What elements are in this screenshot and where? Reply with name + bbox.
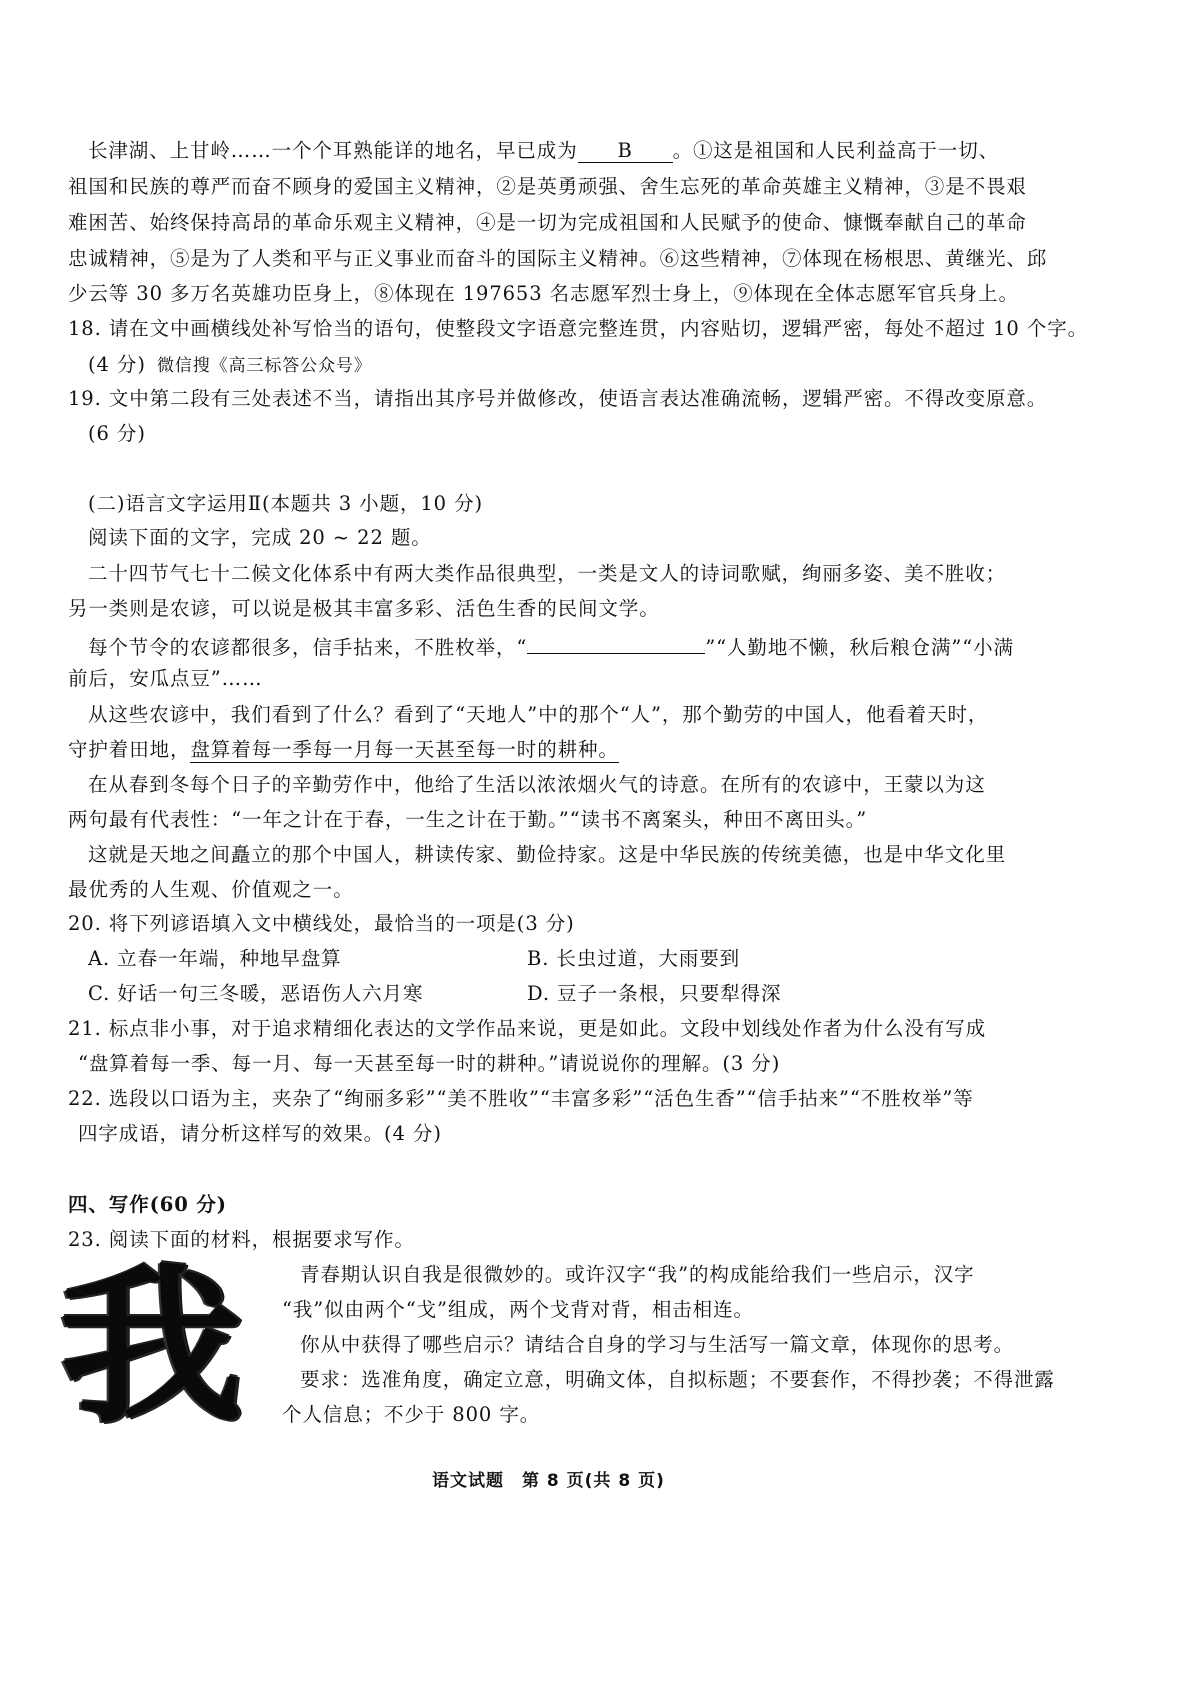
question-18-score-line [88, 350, 372, 381]
passage1-line-1 [88, 136, 999, 166]
material-line-5: 个人信息；不少于 800 字。 [282, 1403, 541, 1426]
underlined-sentence: 盘算着每一季每一月每一天甚至每一时的耕种。 [190, 738, 619, 761]
passage1-line-2: 祖国和民族的尊严而奋不顾身的爱国主义精神，②是英勇顽强、舍生忘死的革命英雄主义精神，③是不畏艰 [68, 175, 1027, 198]
passage2-line-1: 二十四节气七十二候文化体系中有两大类作品很典型，一类是文人的诗词歌赋，绚丽多姿、美不胜收； [88, 562, 1007, 585]
passage1-line-3: 难困苦、始终保持高昂的革命乐观主义精神，④是一切为完成祖国和人民赋予的使命、慷慨奉献自己的革命 [68, 211, 1027, 234]
option-b: B. 长虫过道，大雨要到 [527, 947, 741, 970]
question-21-line-1: 21. 标点非小事，对于追求精细化表达的文学作品来说，更是如此。文段中划线处作者为什么没有写成 [68, 1017, 987, 1040]
question-20: 20. 将下列谚语填入文中横线处，最恰当的一项是(3 分) [68, 912, 575, 935]
passage2-line-2: 另一类则是农谚，可以说是极其丰富多彩、活色生香的民间文学。 [68, 597, 660, 620]
material-line-1: 青春期认识自我是很微妙的。或许汉字“我”的构成能给我们一些启示，汉字 [300, 1263, 975, 1286]
answer-blank-proverb [527, 629, 705, 654]
passage1-text: 长津湖、上甘岭……一个个耳熟能详的地名，早已成为 [88, 139, 578, 162]
passage2-line-3 [88, 629, 1014, 663]
passage2-line-8: 两句最有代表性：“一年之计在于春，一生之计在于勤。”“读书不离案头，种田不离田头。” [68, 808, 868, 831]
section-2-heading: (二)语言文字运用Ⅱ(本题共 3 小题，10 分) [88, 492, 483, 515]
question-19: 19. 文中第二段有三处表述不当，请指出其序号并做修改，使语言表达准确流畅，逻辑严密。不得改变原意。 [68, 387, 1048, 410]
material-line-2: “我”似由两个“戈”组成，两个戈背对背，相击相连。 [282, 1298, 754, 1321]
passage1-line-4: 忠诚精神，⑤是为了人类和平与正义事业而奋斗的国际主义精神。⑥这些精神，⑦体现在杨根思、黄继光、邱 [68, 247, 1048, 270]
question-23: 23. 阅读下面的材料，根据要求写作。 [68, 1228, 415, 1251]
passage1-text: 。①这是祖国和人民利益高于一切、 [672, 139, 1000, 162]
option-d: D. 豆子一条根，只要犁得深 [527, 982, 782, 1005]
calligraphy-character: 我 [59, 1247, 243, 1447]
passage1-line-5: 少云等 30 多万名英雄功臣身上，⑧体现在 197653 名志愿军烈士身上，⑨体现在全体志愿军官兵身上。 [68, 282, 1019, 305]
question-18: 18. 请在文中画横线处补写恰当的语句，使整段文字语意完整连贯，内容贴切，逻辑严密，每处不超过 10 个字。 [68, 317, 1089, 340]
watermark-text: 微信搜《高三标答公众号》 [156, 356, 372, 376]
passage2-text: ”“人勤地不懒，秋后粮仓满”“小满 [705, 636, 1014, 659]
question-22-line-1: 22. 选段以口语为主，夹杂了“绚丽多彩”“美不胜收”“丰富多彩”“活色生香”“信手拈来”“不胜枚举”等 [68, 1087, 974, 1110]
passage2-text: 每个节令的农谚都很多，信手拈来，不胜枚举，“ [88, 636, 528, 659]
option-c: C. 好话一句三冬暖，恶语伤人六月寒 [88, 982, 424, 1005]
page-footer: 语文试题 第 8 页(共 8 页) [432, 1471, 665, 1491]
passage2-line-5: 从这些农谚中，我们看到了什么？看到了“天地人”中的那个“人”，那个勤劳的中国人，他看着天时， [88, 703, 989, 726]
passage2-line-10: 最优秀的人生观、价值观之一。 [68, 878, 354, 901]
question-19-score: (6 分) [88, 422, 146, 445]
option-a: A. 立春一年端，种地早盘算 [88, 947, 342, 970]
passage2-line-9: 这就是天地之间矗立的那个中国人，耕读传家、勤俭持家。这是中华民族的传统美德，也是中华文化里 [88, 843, 1007, 866]
passage2-line-6 [68, 735, 619, 765]
passage2-line-7: 在从春到冬每个日子的辛勤劳作中，他给了生活以浓浓烟火气的诗意。在所有的农谚中，王蒙以为这 [88, 773, 986, 796]
answer-blank-b: B [578, 138, 673, 163]
material-line-4: 要求：选准角度，确定立意，明确文体，自拟标题；不要套作，不得抄袭；不得泄露 [300, 1368, 1055, 1391]
section-2-instruction: 阅读下面的文字，完成 20 ~ 22 题。 [88, 526, 432, 549]
question-18-score: (4 分) [88, 353, 146, 376]
question-21-line-2: “盘算着每一季、每一月、每一天甚至每一时的耕种。”请说说你的理解。(3 分) [78, 1052, 781, 1075]
question-22-line-2: 四字成语，请分析这样写的效果。(4 分) [78, 1122, 442, 1145]
writing-heading: 四、写作(60 分) [68, 1193, 227, 1216]
passage2-text: 守护着田地， [68, 738, 191, 761]
material-line-3: 你从中获得了哪些启示？请结合自身的学习与生活写一篇文章，体现你的思考。 [300, 1333, 1015, 1356]
passage2-line-4: 前后，安瓜点豆”…… [68, 667, 263, 690]
